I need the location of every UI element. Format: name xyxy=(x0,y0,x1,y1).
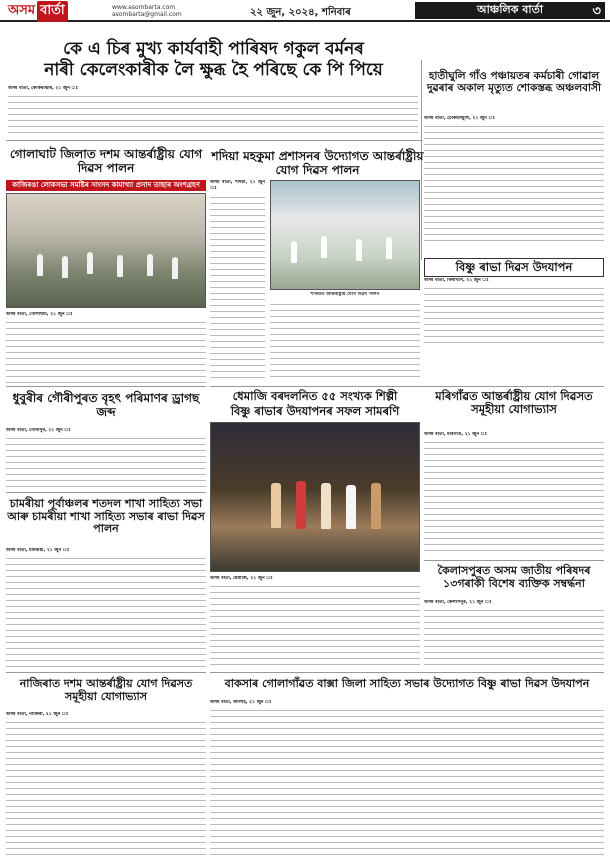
lead-headline-1: কে এ চিৰ মুখ্য কাৰ্যবাহী পাৰিষদ গকুল বৰ্মনৰ xyxy=(63,39,364,59)
lead-article-body xyxy=(8,86,418,138)
baksa-headline: বাকসাৰ গোলাগাঁৱত বাক্সা জিলা সাহিত্য সভাৰ উদ্যোগত বিষ্ণু ৰাভা দিৱস উদযাপন xyxy=(224,677,590,690)
section-rule-5 xyxy=(424,560,604,561)
kailashpur-dateline: অসম বাৰ্তা, কৈলাসপুৰ, ২১ জুন ঃ xyxy=(424,600,492,605)
dhemaji-dateline: অসম বাৰ্তা, ধেমাজি, ২১ জুন ঃ xyxy=(210,576,273,581)
section-rule-7 xyxy=(210,672,604,673)
bishnu-rabha-headline: বিষ্ণু ৰাভা দিৱস উদযাপন xyxy=(424,258,604,277)
lead-text-lines xyxy=(8,94,418,138)
chamoria-headline: চামৰীয়া পূৰ্বাঞ্চলৰ শতদল শাখা সাহিত্য সভা আৰু চামৰীয়া শাখা সাহিত্য সভাৰ ৰাভা দিৱস পালন xyxy=(7,497,205,536)
golaghat-dateline: অসম বাৰ্তা, গোলাঘাট, ২১ জুন ঃ xyxy=(6,312,73,317)
dhemaji-headline-1: ধেমাজি বৰদলনিত ৫৫ সংখ্যক শিল্পী xyxy=(232,389,398,403)
newspaper-logo xyxy=(8,2,68,20)
morigaon-body xyxy=(424,432,604,557)
site-email: asombarta@gmail.com xyxy=(112,11,182,18)
section-rule-2 xyxy=(210,386,604,387)
section-rule-3 xyxy=(6,386,206,387)
sadiya-yoga-photo xyxy=(270,180,420,290)
golaghat-subhead: কাজিৰঙা লোকসভা সমষ্টিৰ সাংসদ কামাখ্যা প্ৰসাদ তাছাৰ অংশগ্ৰহণ xyxy=(6,180,206,191)
dhubri-headline: ধুবুৰীৰ গৌৰীপুৰত বৃহৎ পৰিমাণৰ ড্ৰাগছ জব্দ xyxy=(12,391,200,419)
baksa-body xyxy=(210,700,604,857)
section-bar xyxy=(415,2,605,19)
morigaon-dateline: অসম বাৰ্তা, মৰিগাঁও, ২১ জুন ঃ xyxy=(424,432,488,437)
issue-date: ২২ জুন, ২০২৪, শনিবাৰ xyxy=(250,7,351,18)
sadiya-body-col1 xyxy=(210,180,265,380)
hathighuli-headline: হাতীঘুলি গাঁও পঞ্চায়তৰ কৰ্মচাৰী গোৱাল দুৱৰাৰ অকাল মৃত্যুত শোকস্তব্ধ অঞ্চলবাসী xyxy=(427,70,601,95)
dhemaji-stage-photo xyxy=(210,422,420,572)
hathighuli-lines xyxy=(424,124,604,246)
bishnu-rabha-body xyxy=(424,278,604,348)
golaghat-headline: গোলাঘাট জিলাত দশম আন্তৰ্ৰাষ্ট্ৰীয় যোগ দিৱস পালন xyxy=(9,147,203,175)
golaghat-body xyxy=(6,312,206,384)
sadiya-dateline: অসম বাৰ্তা, শদিয়া, ২১ জুন ঃ xyxy=(210,180,265,192)
kailashpur-body xyxy=(424,600,604,666)
section-rule xyxy=(6,140,421,141)
hathighuli-dateline: অসম বাৰ্তা, ঢেকিয়াজুলি, ২১ জুন ঃ xyxy=(424,116,495,121)
logo-box: বার্তা xyxy=(37,1,68,22)
sadiya-body-col2 xyxy=(270,302,420,382)
nazira-body xyxy=(6,712,206,857)
bishnu-rabha-dateline: অসম বাৰ্তা, কিমাখাস, ২১ জুন ঃ xyxy=(424,278,489,283)
morigaon-headline: মৰিগাঁৱত আন্তৰ্ৰাষ্ট্ৰীয় যোগ দিৱসত সমূহীয়া যোগাভ্যাস xyxy=(435,389,593,417)
section-rule-4 xyxy=(6,492,206,493)
golaghat-yoga-photo xyxy=(6,193,206,308)
chamoria-dateline: অসম বাৰ্তা, চামৰীয়া, ২১ জুন ঃ xyxy=(6,548,70,553)
section-rule-6 xyxy=(6,672,206,673)
sadiya-headline: শদিয়া মহকুমা প্ৰশাসনৰ উদ্যোগত আন্তৰ্ৰাষ্ট্ৰীয় যোগ দিৱস পালন xyxy=(211,149,424,177)
hathighuli-body xyxy=(424,116,604,246)
sadiya-photo-caption: শদিয়াত আন্তৰ্ৰাষ্ট্ৰীয় যোগ দিৱস পালন xyxy=(310,292,380,297)
site-info xyxy=(112,4,182,18)
baksa-dateline: অসম বাৰ্তা, জালাহ, ২১ জুন ঃ xyxy=(210,700,272,705)
golaghat-lines xyxy=(6,320,206,384)
section-title: আঞ্চলিক বাৰ্তা xyxy=(476,3,544,16)
dhubri-dateline: অসম বাৰ্তা, গৌৰীপুৰ, ২১ জুন ঃ xyxy=(6,428,71,433)
dhemaji-headline-2: বিষ্ণু ৰাভাৰ উদযাপনৰ সফল সামৰণি xyxy=(230,404,400,418)
nazira-dateline: অসম বাৰ্তা, নাজিৰা, ২১ জুন ঃ xyxy=(6,712,69,717)
page-number: ৩ xyxy=(592,4,601,19)
chamoria-body xyxy=(6,548,206,668)
dhubri-body xyxy=(6,428,206,488)
logo-text: অসম xyxy=(8,2,36,18)
dhemaji-body xyxy=(210,576,420,666)
kailashpur-headline: কৈলাসপুৰত অসম জাতীয় পৰিষদৰ ১৩গৰাকী বিশেষ ব্যক্তিক সম্বৰ্দ্ধনা xyxy=(437,564,591,590)
site-url: www.asombarta.com xyxy=(112,4,176,11)
nazira-headline: নাজিৰাত দশম আন্তৰ্ৰাষ্ট্ৰীয় যোগ দিৱসত সমূহীয়া যোগাভ্যাস xyxy=(19,677,193,703)
lead-dateline: অসম বাৰ্তা, কোকৰাঝাৰ, ২১ জুন ঃ xyxy=(8,86,78,91)
lead-headline-2: নাৰী কেলেংকাৰীক লৈ ক্ষুব্ধ হৈ পৰিছে কে পি পিয়ে xyxy=(44,60,383,80)
